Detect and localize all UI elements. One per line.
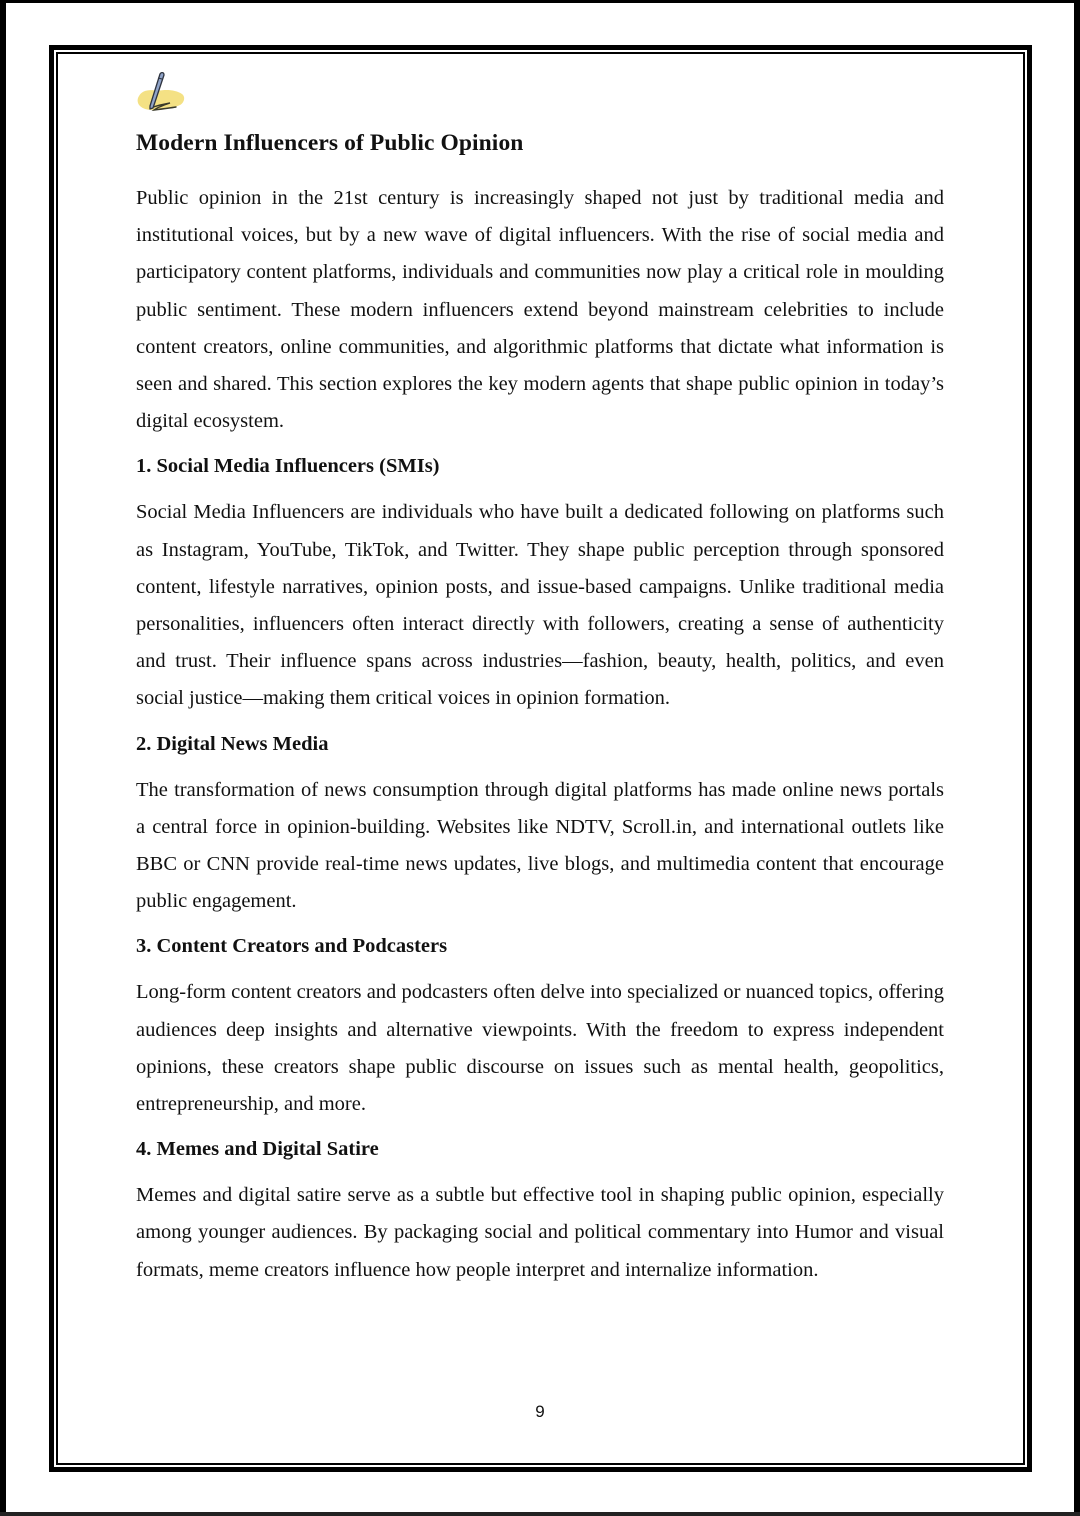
section-body-content-creators: Long-form content creators and podcasters often delve into specialized or nuanced topics, offering audiences deep insights and alternative viewpoints. With the freedom to express independent opinions, these creators shape public discourse on issues such as mental health, geopolitics, entrepreneurship, and more. (136, 981, 944, 1116)
page-number: 9 (535, 1402, 545, 1421)
section-body-memes-satire: Memes and digital satire serve as a subtle but effective tool in shaping public opinion, especially among younger audiences. By packaging social and political commentary into Humor and visual formats, meme creators influence how people interpret and internalize information. (136, 1184, 944, 1281)
pen-writing-icon (136, 70, 188, 116)
page-content (136, 70, 944, 1301)
screenshot-frame-bottom (0, 1512, 1080, 1516)
section-body-digital-news-media: The transformation of news consumption through digital platforms has made online news portals a central force in opinion-building. Websites like NDTV, Scroll.in, and international outlets like BBC or CNN provide real-time news updates, live blogs, and multimedia content that encourage public engagement. (136, 778, 944, 913)
document-title: Modern Influencers of Public Opinion (136, 130, 524, 156)
section-heading-digital-news-media: 2. Digital News Media (136, 732, 329, 755)
intro-paragraph: Public opinion in the 21st century is increasingly shaped not just by traditional media and institutional voices, but by a new wave of digital influencers. With the rise of social media and participatory content platforms, individuals and communities now play a critical role in moulding public sentiment. These modern influencers extend beyond mainstream celebrities to include content creators, online communities, and algorithmic platforms that dictate what information is seen and shared. This section explores the key modern agents that shape public opinion in today’s digital ecosystem. (136, 187, 944, 433)
section-body-social-media-influencers: Social Media Influencers are individuals who have built a dedicated following on platforms such as Instagram, YouTube, TikTok, and Twitter. They shape public perception through sponsored content, lifestyle narratives, opinion posts, and issue-based campaigns. Unlike traditional media personalities, influencers often interact directly with followers, creating a sense of authenticity and trust. Their influence spans across industries—fashion, beauty, health, politics, and even social justice—making them critical voices in opinion formation. (136, 501, 944, 710)
screenshot-frame-right (1074, 0, 1080, 1516)
section-heading-social-media-influencers: 1. Social Media Influencers (SMIs) (136, 455, 440, 478)
section-heading-content-creators: 3. Content Creators and Podcasters (136, 935, 448, 958)
screenshot-frame-top (0, 0, 1080, 3)
section-heading-memes-satire: 4. Memes and Digital Satire (136, 1138, 379, 1161)
screenshot-frame-left (0, 0, 6, 1516)
